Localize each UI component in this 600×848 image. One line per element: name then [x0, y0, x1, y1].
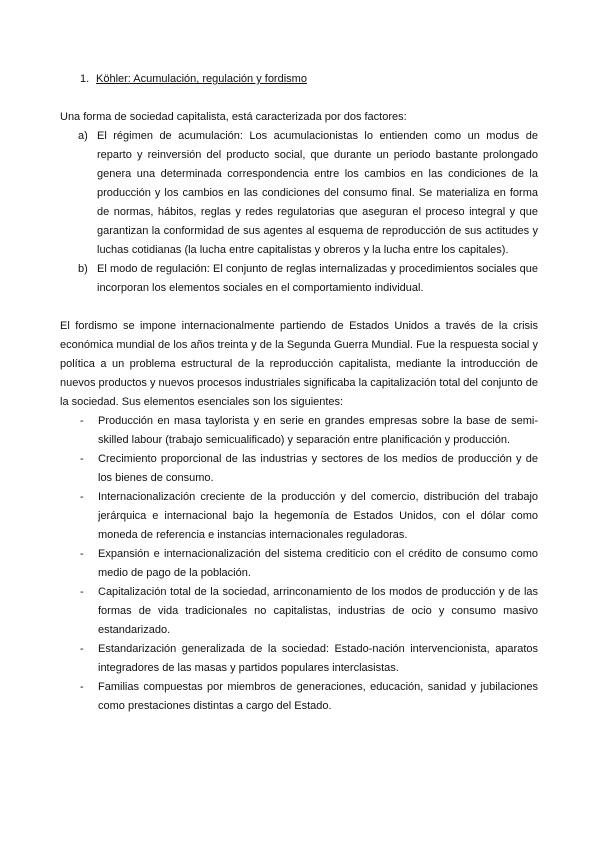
- dash-marker: -: [80, 415, 84, 427]
- elements-list: [60, 412, 538, 716]
- list-item: [60, 260, 538, 298]
- list-item: [60, 678, 538, 716]
- document-page: [60, 65, 538, 716]
- intro-paragraph: Una forma de sociedad capitalista, está caracterizada por dos factores:: [60, 111, 407, 123]
- heading-title: Köhler: Acumulación, regulación y fordismo: [96, 73, 307, 85]
- fordism-paragraph: El fordismo se impone internacionalmente partiendo de Estados Unidos a través de la crisis económica mundial de los años treinta y de la Segunda Guerra Mundial. Fue la respuesta social y política a un problema estructural de la reproducción capitalista, mediante la introducción de nuevos productos y nuevos procesos industriales significaba la capitalización total del conjunto de la sociedad. Sus elementos esenciales son los siguientes:: [60, 320, 538, 408]
- item-marker: a): [78, 130, 88, 142]
- dash-marker: -: [80, 453, 84, 465]
- list-item: [60, 640, 538, 678]
- list-item: [60, 450, 538, 488]
- item-text: Crecimiento proporcional de las industrias y sectores de los medios de producción y de los bienes de consumo.: [98, 453, 538, 484]
- item-text: Capitalización total de la sociedad, arrinconamiento de los modos de producción y de las formas de vida tradicionales no capitalistas, industrias de ocio y consumo masivo estandarizado.: [98, 586, 538, 636]
- item-text: El régimen de acumulación: Los acumulacionistas lo entienden como un modus de reparto y reinversión del producto social, que durante un periodo bastante prolongado genera una determinada correspondencia entre los cambios en las condiciones de la producción y los cambios en las condiciones del consumo final. Se materializa en forma de normas, hábitos, reglas y redes regulatorias que aseguran el proceso integral y que garantizan la conformidad de sus agentes al esquema de reproducción de sus actitudes y luchas cotidianas (la lucha entre capitalistas y obreros y la lucha entre los capitales).: [97, 130, 538, 256]
- item-marker: b): [78, 263, 88, 275]
- item-text: Familias compuestas por miembros de generaciones, educación, sanidad y jubilaciones como prestaciones distintas a cargo del Estado.: [98, 681, 538, 712]
- item-text: Producción en masa taylorista y en serie en grandes empresas sobre la base de semi-skilled labour (trabajo semicualificado) y separación entre planificación y producción.: [98, 415, 538, 446]
- dash-marker: -: [80, 548, 84, 560]
- heading-number: 1.: [80, 73, 90, 85]
- item-text: Estandarización generalizada de la sociedad: Estado-nación intervencionista, aparatos integradores de las masas y partidos populares interclasistas.: [98, 643, 538, 674]
- dash-marker: -: [80, 681, 84, 693]
- dash-marker: -: [80, 643, 84, 655]
- list-item: [60, 127, 538, 260]
- dash-marker: -: [80, 491, 84, 503]
- dash-marker: -: [80, 586, 84, 598]
- item-text: Expansión e internacionalización del sistema crediticio con el crédito de consumo como medio de pago de la población.: [98, 548, 538, 579]
- item-text: Internacionalización creciente de la producción y del comercio, distribución del trabajo jerárquica e internacional bajo la hegemonía de Estados Unidos, con el dólar como moneda de referencia e instancias internacionales reguladoras.: [98, 491, 538, 541]
- list-item: [60, 488, 538, 545]
- item-text: El modo de regulación: El conjunto de reglas internalizadas y procedimientos sociales que incorporan los elementos sociales en el comportamiento individual.: [97, 263, 538, 294]
- list-item: [60, 412, 538, 450]
- factors-list: [60, 127, 538, 298]
- list-item: [60, 545, 538, 583]
- section-heading: [80, 70, 538, 89]
- list-item: [60, 583, 538, 640]
